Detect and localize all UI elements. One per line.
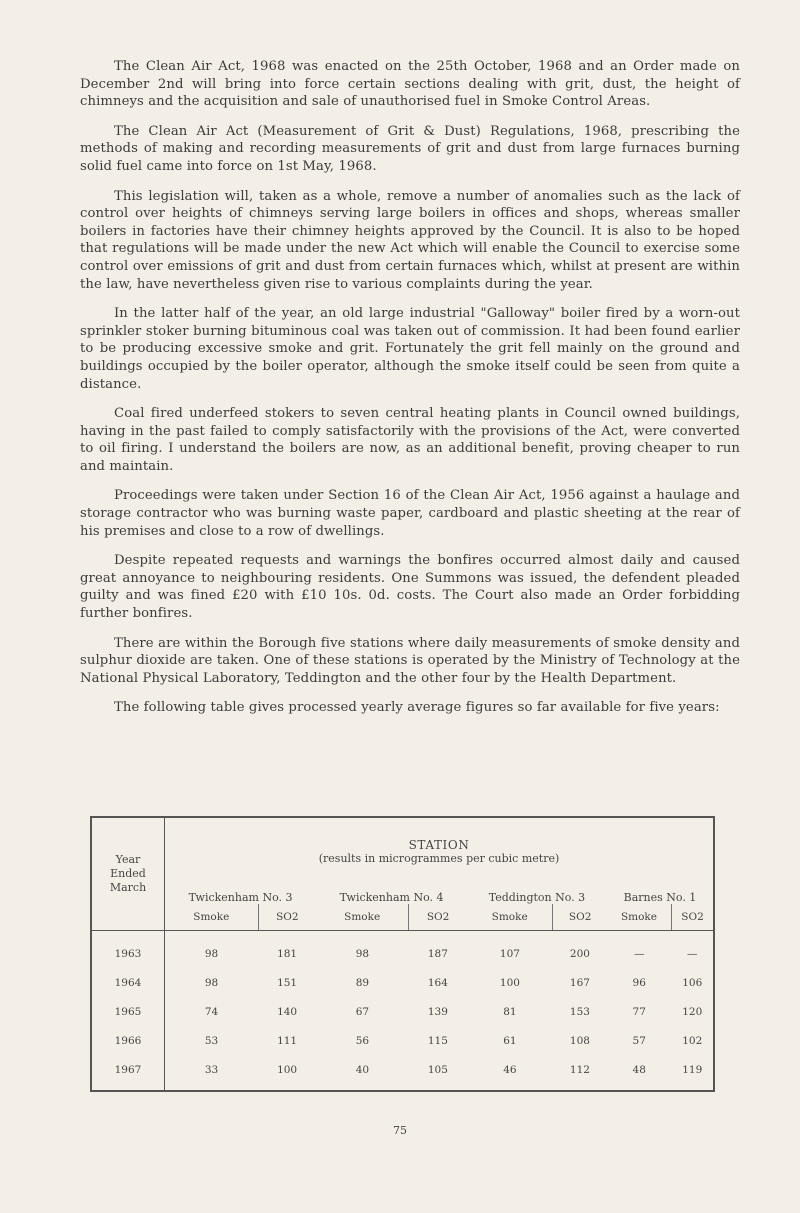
year-header-line-3: March	[109, 881, 147, 894]
year-header-line-2: Ended	[110, 867, 146, 880]
year-cell: 1966	[91, 1026, 165, 1055]
value-cell: 98	[204, 976, 219, 989]
col-smoke: Smoke	[467, 904, 553, 931]
value-cell: 119	[682, 1063, 703, 1076]
station-twickenham-3: Twickenham No. 3	[188, 891, 293, 904]
value-cell: 33	[204, 1063, 219, 1076]
value-cell: 105	[427, 1063, 448, 1076]
paragraph-grit-dust-regulations: The Clean Air Act (Measurement of Grit & Dust) Regulations, 1968, prescribing the methods of making and recording measurements of grit and dust from large furnaces burning solid fuel came into force on 1st May, 1968.	[80, 123, 740, 174]
value-cell: 200	[569, 947, 590, 960]
table-row	[91, 931, 714, 969]
paragraph-measurement-stations: There are within the Borough five stations where daily measurements of smoke density and sulphur dioxide are taken. One of these stations is operated by the Ministry of Technology at the National Physical Laboratory, Teddington and the other four by the Health Department.	[80, 635, 740, 686]
year-cell: 1963	[91, 931, 165, 969]
value-cell: 153	[569, 1005, 590, 1018]
col-smoke: Smoke	[607, 904, 672, 931]
value-cell: 96	[632, 976, 646, 989]
col-so2: SO2	[258, 904, 316, 931]
value-cell: 89	[355, 976, 370, 989]
value-cell: 106	[682, 976, 703, 989]
value-cell: 100	[277, 1063, 298, 1076]
col-so2: SO2	[553, 904, 607, 931]
table-row	[91, 997, 714, 1026]
col-so2: SO2	[409, 904, 467, 931]
value-cell: 53	[204, 1034, 219, 1047]
station-barnes-1: Barnes No. 1	[623, 891, 697, 904]
units-subtitle: (results in microgrammes per cubic metre)	[318, 852, 560, 865]
value-cell: 167	[569, 976, 590, 989]
value-cell: 112	[569, 1063, 590, 1076]
value-cell: 98	[204, 947, 219, 960]
value-cell: 111	[277, 1034, 298, 1047]
table-row	[91, 968, 714, 997]
year-header-line-1: Year	[115, 853, 141, 866]
paragraph-legislation-anomalies: This legislation will, taken as a whole, remove a number of anomalies such as the lack of control over heights of chimneys serving large boilers in offices and shops, whereas smaller boilers in factories have their chimney heights approved by the Council. It is also to be hoped that regulations will be made under the new Act which will enable the Council to exercise some control over emissions of grit and dust from certain furnaces which, whilst at present are within the law, have nevertheless given rise to various complaints during the year.	[80, 188, 740, 292]
value-cell: 115	[427, 1034, 448, 1047]
value-cell: 100	[499, 976, 520, 989]
value-cell: 48	[632, 1063, 646, 1076]
smoke-so2-table	[90, 816, 715, 1092]
value-cell: 77	[632, 1005, 646, 1018]
value-cell: 102	[682, 1034, 703, 1047]
year-cell: 1967	[91, 1055, 165, 1091]
value-cell: 98	[355, 947, 370, 960]
page-number: 75	[393, 1124, 407, 1137]
value-cell: 181	[277, 947, 298, 960]
value-cell: 40	[355, 1063, 370, 1076]
value-cell: 57	[632, 1034, 646, 1047]
paragraph-table-intro: The following table gives processed yearly average figures so far available for five years:	[114, 700, 720, 716]
value-cell: 67	[355, 1005, 370, 1018]
paragraph-proceedings-section-16: Proceedings were taken under Section 16 of the Clean Air Act, 1956 against a haulage and storage contractor who was burning waste paper, cardboard and plastic sheeting at the rear of his premises and close to a row of dwellings.	[80, 488, 740, 539]
col-smoke: Smoke	[316, 904, 409, 931]
station-twickenham-4: Twickenham No. 4	[339, 891, 444, 904]
year-cell: 1964	[91, 968, 165, 997]
value-cell: 151	[277, 976, 298, 989]
value-cell: —	[687, 947, 698, 960]
col-so2: SO2	[672, 904, 714, 931]
value-cell: 74	[204, 1005, 219, 1018]
value-cell: 164	[427, 976, 448, 989]
value-cell: 140	[277, 1005, 298, 1018]
paragraph-bonfires-summons: Despite repeated requests and warnings the bonfires occurred almost daily and caused great annoyance to neighbouring residents. One Summons was issued, the defendent pleaded guilty and was fined £20 with £10 10s. 0d. costs. The Court also made an Order forbidding further bonfires.	[80, 553, 740, 622]
value-cell: 139	[427, 1005, 448, 1018]
value-cell: 108	[569, 1034, 590, 1047]
year-ended-march-header	[91, 817, 165, 931]
value-cell: 187	[427, 947, 448, 960]
value-cell: 46	[503, 1063, 517, 1076]
table-row	[91, 1026, 714, 1055]
year-cell: 1965	[91, 997, 165, 1026]
station-teddington-3: Teddington No. 3	[488, 891, 586, 904]
value-cell: 120	[682, 1005, 703, 1018]
value-cell: 81	[503, 1005, 517, 1018]
document-body	[80, 58, 740, 729]
value-cell: 61	[503, 1034, 517, 1047]
value-cell: 56	[355, 1034, 370, 1047]
paragraph-clean-air-act-1968: The Clean Air Act, 1968 was enacted on the 25th October, 1968 and an Order made on December 2nd will bring into force certain sections dealing with grit, dust, the height of chimneys and the acquisition and sale of unauthorised fuel in Smoke Control Areas.	[80, 59, 740, 110]
value-cell: —	[633, 947, 645, 960]
paragraph-oil-firing-conversion: Coal fired underfeed stokers to seven central heating plants in Council owned buildings, having in the past failed to comply satisfactorily with the provisions of the Act, were converted to oil firing. I understand the boilers are now, as an additional benefit, proving cheaper to run and maintain.	[80, 406, 740, 474]
value-cell: 107	[499, 947, 520, 960]
paragraph-galloway-boiler: In the latter half of the year, an old large industrial "Galloway" boiler fired by a worn-out sprinkler stoker burning bituminous coal was taken out of commission. It had been found earlier to be producing excessive smoke and grit. Fortunately the grit fell mainly on the ground and buildings occupied by the boiler operator, although the smoke itself could be seen from quite a distance.	[80, 306, 740, 392]
col-smoke: Smoke	[165, 904, 259, 931]
station-title: STATION	[408, 838, 470, 852]
table-row	[91, 1055, 714, 1091]
